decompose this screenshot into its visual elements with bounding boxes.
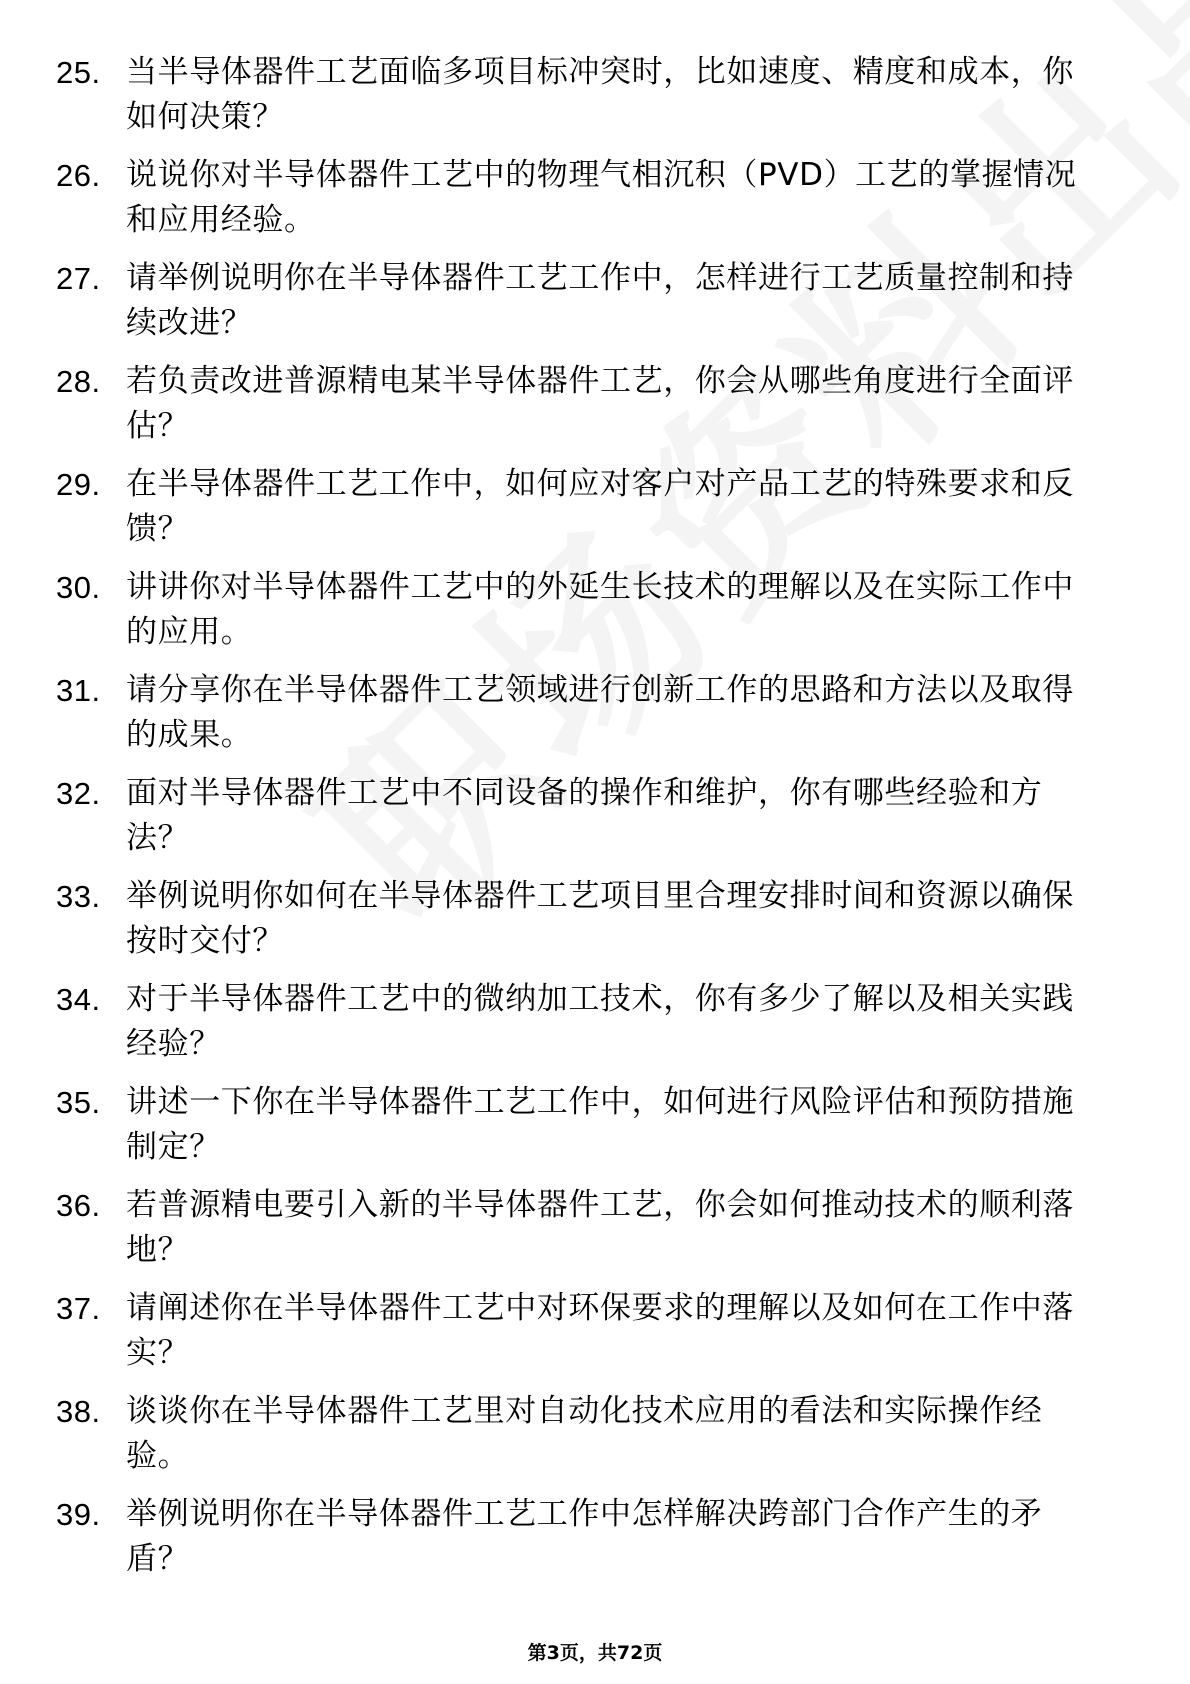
question-number: 27.: [56, 261, 101, 296]
question-number: 31.: [56, 673, 101, 708]
question-text: 若负责改进普源精电某半导体器件工艺，你会从哪些角度进行全面评估？: [126, 363, 1074, 444]
question-text: 请阐述你在半导体器件工艺中对环保要求的理解以及如何在工作中落实？: [126, 1290, 1074, 1371]
question-text: 当半导体器件工艺面临多项目标冲突时，比如速度、精度和成本，你如何决策？: [126, 54, 1074, 135]
question-number: 28.: [56, 364, 101, 399]
question-number: 29.: [56, 467, 101, 502]
question-item: [56, 1183, 1106, 1273]
question-item: [56, 359, 1106, 449]
question-text: 对于半导体器件工艺中的微纳加工技术，你有多少了解以及相关实践经验？: [126, 981, 1074, 1062]
question-text: 说说你对半导体器件工艺中的物理气相沉积（PVD）工艺的掌握情况和应用经验。: [126, 157, 1077, 238]
question-text: 请举例说明你在半导体器件工艺工作中，怎样进行工艺质量控制和持续改进？: [126, 260, 1074, 341]
question-item: [56, 668, 1106, 758]
question-number: 32.: [56, 776, 101, 811]
question-item: [56, 462, 1106, 552]
question-number: 33.: [56, 879, 101, 914]
question-text: 举例说明你在半导体器件工艺工作中怎样解决跨部门合作产生的矛盾？: [126, 1496, 1043, 1577]
question-text: 请分享你在半导体器件工艺领域进行创新工作的思路和方法以及取得的成果。: [126, 672, 1074, 753]
question-text: 讲讲你对半导体器件工艺中的外延生长技术的理解以及在实际工作中的应用。: [126, 569, 1074, 650]
question-item: [56, 1389, 1106, 1479]
question-text: 谈谈你在半导体器件工艺里对自动化技术应用的看法和实际操作经验。: [126, 1393, 1043, 1474]
question-item: [56, 977, 1106, 1067]
question-item: [56, 874, 1106, 964]
question-item: [56, 1492, 1106, 1582]
question-list: [56, 50, 1106, 1595]
question-number: 36.: [56, 1188, 101, 1223]
question-item: [56, 153, 1106, 243]
question-number: 26.: [56, 158, 101, 193]
page-number-footer: 第3页，共72页: [527, 1642, 663, 1664]
question-item: [56, 50, 1106, 140]
question-number: 37.: [56, 1291, 101, 1326]
question-number: 39.: [56, 1497, 101, 1532]
question-number: 25.: [56, 55, 101, 90]
question-text: 若普源精电要引入新的半导体器件工艺，你会如何推动技术的顺利落地？: [126, 1187, 1074, 1268]
question-number: 35.: [56, 1085, 101, 1120]
question-item: [56, 1080, 1106, 1170]
question-text: 在半导体器件工艺工作中，如何应对客户对产品工艺的特殊要求和反馈？: [126, 466, 1074, 547]
question-number: 30.: [56, 570, 101, 605]
question-item: [56, 1286, 1106, 1376]
question-item: [56, 565, 1106, 655]
question-text: 面对半导体器件工艺中不同设备的操作和维护，你有哪些经验和方法？: [126, 775, 1043, 856]
question-text: 讲述一下你在半导体器件工艺工作中，如何进行风险评估和预防措施制定？: [126, 1084, 1074, 1165]
question-item: [56, 256, 1106, 346]
question-number: 34.: [56, 982, 101, 1017]
question-text: 举例说明你如何在半导体器件工艺项目里合理安排时间和资源以确保按时交付？: [126, 878, 1074, 959]
question-item: [56, 771, 1106, 861]
question-number: 38.: [56, 1394, 101, 1429]
